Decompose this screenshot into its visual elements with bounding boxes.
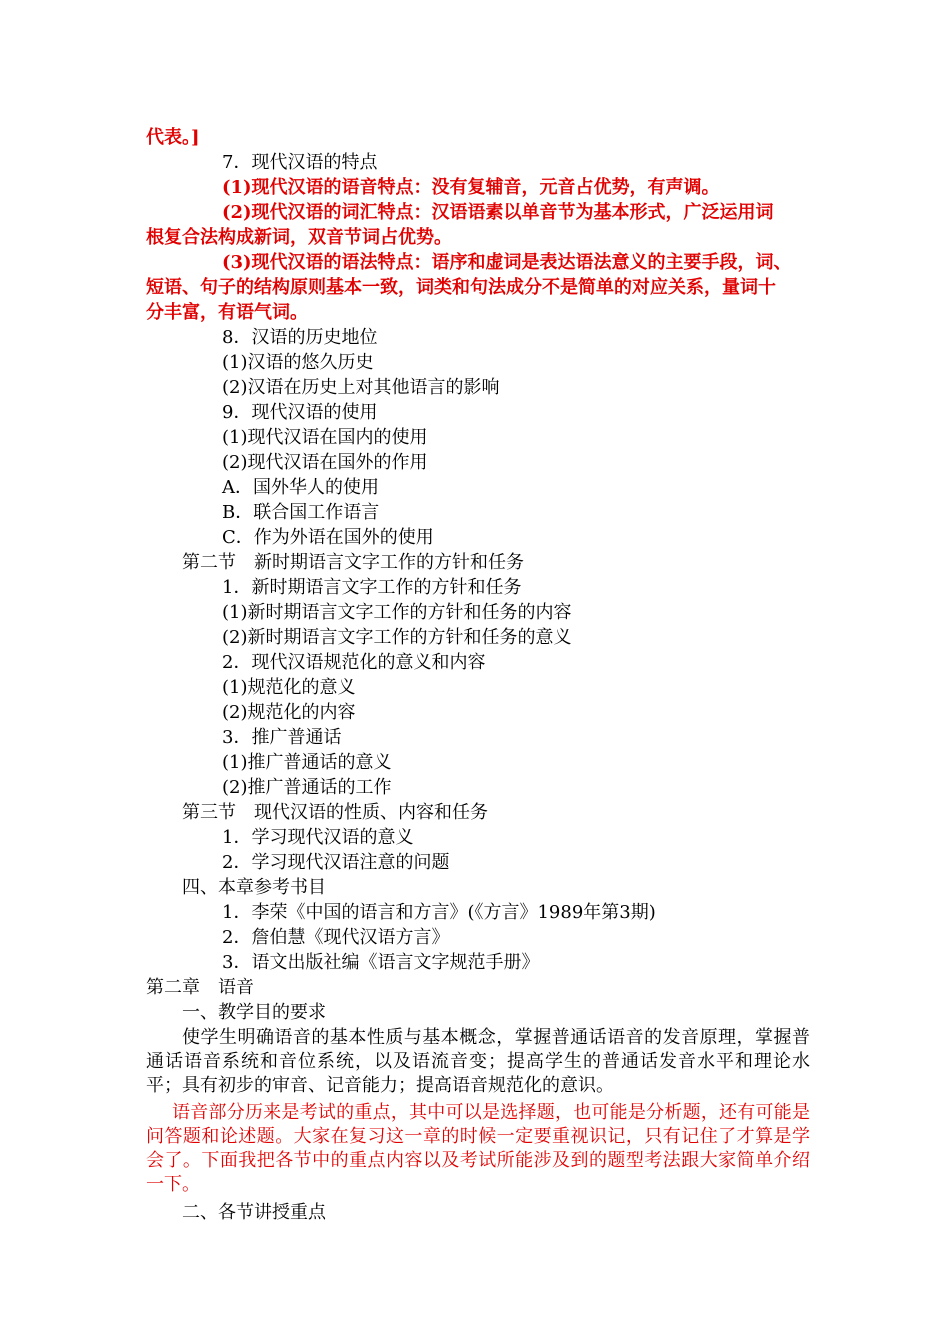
section-item: 8．汉语的历史地位 xyxy=(222,327,378,348)
section-item: 9．现代汉语的使用 xyxy=(222,402,378,423)
sub-item: (1)汉语的悠久历史 xyxy=(222,352,374,373)
section-item: 1．新时期语言文字工作的方针和任务 xyxy=(222,577,522,598)
sub-item: (2)汉语在历史上对其他语言的影响 xyxy=(222,377,500,398)
highlight-line: (3)现代汉语的语法特点：语序和虚词是表达语法意义的主要手段，词、 xyxy=(222,252,792,273)
reference-item: 2．詹伯慧《现代汉语方言》 xyxy=(222,927,450,948)
section-heading: 四、本章参考书目 xyxy=(182,877,326,898)
sub-item: (1)新时期语言文字工作的方针和任务的内容 xyxy=(222,602,572,623)
chapter-heading: 第二章 语音 xyxy=(146,977,254,998)
reference-item: 1．李荣《中国的语言和方言》(《方言》1989年第3期) xyxy=(222,902,656,923)
highlight-line: (1)现代汉语的语音特点：没有复辅音，元音占优势，有声调。 xyxy=(222,177,720,198)
sub-item: (1)规范化的意义 xyxy=(222,677,356,698)
section-heading: 二、各节讲授重点 xyxy=(182,1202,326,1223)
highlight-line: 分丰富，有语气词。 xyxy=(146,302,308,323)
sub-item: (1)现代汉语在国内的使用 xyxy=(222,427,428,448)
highlight-line: (2)现代汉语的词汇特点：汉语语素以单音节为基本形式，广泛运用词 xyxy=(222,202,774,223)
section-heading: 第二节 新时期语言文字工作的方针和任务 xyxy=(182,552,524,573)
sub-item: (1)推广普通话的意义 xyxy=(222,752,392,773)
body-paragraph: 使学生明确语音的基本性质与基本概念，掌握普通话语音的发音原理，掌握普通话语音系统和音位系统，以及语流音变；提高学生的普通话发音水平和理论水平；具有初步的审音、记音能力；提高语音规范化的意识。 xyxy=(146,1027,810,1096)
section-item: 7．现代汉语的特点 xyxy=(222,152,378,173)
section-heading: 第三节 现代汉语的性质、内容和任务 xyxy=(182,802,488,823)
sub-item: (2)新时期语言文字工作的方针和任务的意义 xyxy=(222,627,572,648)
text-line: 代表。] xyxy=(146,127,200,148)
section-heading: 一、教学目的要求 xyxy=(182,1002,326,1023)
section-item: 1．学习现代汉语的意义 xyxy=(222,827,414,848)
highlight-line: 根复合法构成新词，双音节词占优势。 xyxy=(146,227,452,248)
sub-item: A．国外华人的使用 xyxy=(222,477,379,498)
section-item: 2．现代汉语规范化的意义和内容 xyxy=(222,652,486,673)
sub-item: B．联合国工作语言 xyxy=(222,502,380,523)
sub-item: (2)现代汉语在国外的作用 xyxy=(222,452,428,473)
section-item: 3．推广普通话 xyxy=(222,727,342,748)
highlight-line: 短语、句子的结构原则基本一致，词类和句法成分不是简单的对应关系，量词十 xyxy=(146,277,776,298)
section-item: 2．学习现代汉语注意的问题 xyxy=(222,852,450,873)
reference-item: 3．语文出版社编《语言文字规范手册》 xyxy=(222,952,540,973)
sub-item: (2)规范化的内容 xyxy=(222,702,356,723)
sub-item: C．作为外语在国外的使用 xyxy=(222,527,434,548)
highlight-paragraph: 语音部分历来是考试的重点，其中可以是选择题，也可能是分析题，还有可能是问答题和论述题。大家在复习这一章的时候一定要重视识记，只有记住了才算是学会了。下面我把各节中的重点内容以及考试所能涉及到的题型考法跟大家简单介绍一下。 xyxy=(146,1102,810,1195)
sub-item: (2)推广普通话的工作 xyxy=(222,777,392,798)
